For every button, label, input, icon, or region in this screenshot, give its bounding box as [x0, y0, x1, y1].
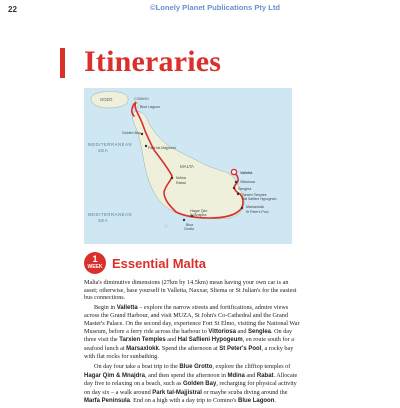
intro-paragraph: Malta's diminutive dimensions (27km by 14.5km) mean having your own car is an asset; otherwise, base yourself in Valletta, Naxxar, Sliema or St Julian's for the easiest bus connections.: [84, 279, 297, 302]
stop-dot-golden-bay: [141, 133, 143, 135]
place-label: Grotto: [184, 227, 194, 231]
days-one-to-three-paragraph: Begin in Valletta – explore the narrow streets and fortifications, admire views across the Grand Harbour, and visit MUZA, St John's Co-Cathedral and the Grand Master's Palace. On the second day, experience Fort St Elmo, visiting the National War Museum, before a ferry ride across the harbour to Vittoriosa and Senglea. On day three visit the Tarxien Temples and Hal Saflieni Hypogeum, en route south for a seafood lunch at Marsaxlokk. Spend the afternoon at St Peter's Pool, a rocky bay with flat rocks for sunbathing.: [84, 303, 300, 361]
stop-dot-vittoriosa: [235, 181, 237, 183]
place-label: Hagar Qim: [190, 209, 208, 213]
itinerary-body: [84, 279, 302, 408]
copyright-notice: ©Lonely Planet Publications Pty Ltd: [150, 3, 281, 12]
stop-dot-senglea: [233, 187, 235, 189]
itinerary-map: [84, 88, 292, 244]
place-label: MALTA: [180, 164, 194, 169]
page-title: Itineraries: [84, 45, 222, 78]
itinerary-title: Essential Malta: [112, 256, 206, 271]
place-label: Senglea: [238, 187, 252, 191]
sea-label: SEA: [98, 148, 109, 153]
place-label: Golden Bay: [122, 131, 141, 135]
place-label: Marsaxlokk: [246, 205, 265, 209]
route-start-marker: [231, 169, 236, 174]
sea-label: MEDITERRANEAN: [88, 212, 133, 217]
sea-label: MEDITERRANEAN: [88, 142, 133, 147]
filfla-islet: [165, 225, 167, 227]
place-label: GOZO: [100, 97, 113, 102]
stop-dot-tarxien: [237, 193, 239, 195]
place-label: Rabat: [176, 181, 186, 185]
stop-dot-park: [145, 145, 147, 147]
stop-dot-mdina: [171, 177, 173, 179]
stop-dot-blue-grotto: [183, 219, 185, 221]
place-label: Park tal-Majjistral: [148, 146, 176, 150]
place-label: St Peter's Pool: [246, 210, 269, 214]
days-four-to-seven-paragraph: On day four take a boat trip to the Blue Grotto, explore the clifftop temples of Hagar Qim & Mnajdra, and then spend the afternoon in Mdina and Rabat. Allocate day five to relaxing on a beach, such as Golden Bay, recharging for physical activity on day six – a walk around Park tal-Majjistral or maybe scuba diving around the Marfa Peninsula. End on a high with a day trip to Comino's Blue Lagoon.: [84, 362, 298, 405]
section-marker-tab: [60, 48, 65, 78]
place-label: Mdina: [176, 176, 186, 180]
duration-badge: [84, 252, 106, 274]
place-label: Blue: [186, 223, 194, 227]
badge-unit: WEEK: [87, 264, 103, 270]
place-label: Valletta: [240, 171, 253, 175]
place-label: Vittoriosa: [240, 180, 255, 184]
stop-dot-marsaxlokk: [241, 207, 243, 209]
place-label: & Mnajdra: [190, 213, 207, 217]
place-label: COMINO: [134, 97, 149, 101]
badge-number: 1: [92, 254, 98, 264]
place-label: Tarxien Temples: [242, 193, 267, 197]
sea-label: SEA: [98, 218, 109, 223]
page-number: 22: [8, 5, 17, 14]
place-label: Blue Lagoon: [140, 105, 161, 109]
place-label: Hal Saflieni Hypogeum: [242, 197, 277, 201]
